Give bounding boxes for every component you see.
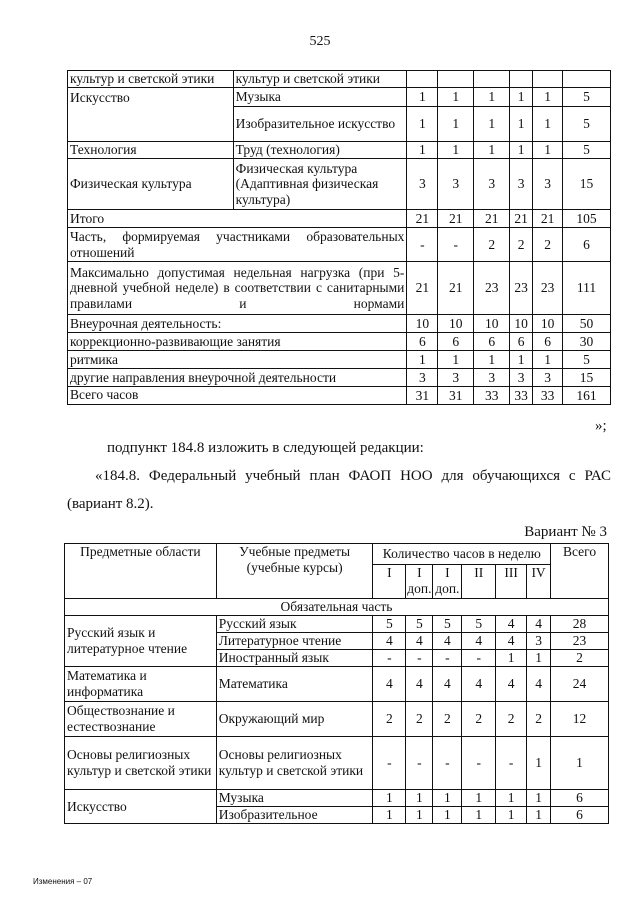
total-cell: 6 <box>563 228 611 262</box>
value-cell: 1 <box>474 88 510 107</box>
value-cell: 6 <box>533 333 563 351</box>
table-row <box>68 88 611 107</box>
value-cell: - <box>496 737 527 790</box>
subject-cell: Русский язык <box>216 616 373 633</box>
summary-label: Всего часов <box>68 387 407 405</box>
closing-mark: »; <box>595 418 607 434</box>
value-cell: 4 <box>462 633 496 650</box>
value-cell: 1 <box>510 142 533 159</box>
area-cell: Математика и информатика <box>65 667 217 702</box>
value-cell: 1 <box>496 807 527 824</box>
value-cell: 1 <box>438 88 474 107</box>
total-cell: 5 <box>563 107 611 142</box>
value-cell: 6 <box>407 333 438 351</box>
value-cell: 1 <box>407 88 438 107</box>
grade-header: I доп. <box>433 565 462 599</box>
value-cell: 21 <box>438 262 474 315</box>
table-row <box>68 351 611 369</box>
value-cell: 10 <box>533 315 563 333</box>
value-cell: 6 <box>510 333 533 351</box>
value-cell <box>407 71 438 88</box>
value-cell: 1 <box>407 107 438 142</box>
area-cell: Обществознание и естествознание <box>65 702 217 737</box>
area-cell: Технология <box>68 142 234 159</box>
value-cell: - <box>433 650 462 667</box>
area-cell: культур и светской этики <box>68 71 234 88</box>
value-cell: 31 <box>438 387 474 405</box>
value-cell: 1 <box>373 790 406 807</box>
subject-cell: Изобразительное искусство <box>233 107 407 142</box>
value-cell: 2 <box>527 702 551 737</box>
summary-label: Итого <box>68 210 407 228</box>
value-cell: 1 <box>438 107 474 142</box>
header-subjects: Учебные предметы (учебные курсы) <box>216 544 373 599</box>
value-cell: 21 <box>438 210 474 228</box>
table-row <box>68 369 611 387</box>
variant-label: Вариант № 3 <box>524 524 607 540</box>
footer-note: Изменения – 07 <box>33 877 93 886</box>
value-cell: - <box>406 737 433 790</box>
value-cell: 1 <box>438 142 474 159</box>
summary-label: другие направления внеурочной деятельности <box>68 369 407 387</box>
table-row <box>68 159 611 210</box>
subject-cell: Физическая культура (Адаптивная физическая культура) <box>233 159 407 210</box>
area-cell: Искусство <box>68 88 234 142</box>
subject-cell: Литературное чтение <box>216 633 373 650</box>
total-cell: 161 <box>563 387 611 405</box>
value-cell: - <box>462 650 496 667</box>
value-cell: 1 <box>527 807 551 824</box>
value-cell: 3 <box>438 369 474 387</box>
value-cell: 21 <box>407 262 438 315</box>
value-cell: 3 <box>407 159 438 210</box>
total-cell: 5 <box>563 351 611 369</box>
value-cell: 1 <box>462 790 496 807</box>
value-cell: 1 <box>433 790 462 807</box>
value-cell: 23 <box>474 262 510 315</box>
area-cell: Физическая культура <box>68 159 234 210</box>
value-cell: 4 <box>496 667 527 702</box>
value-cell: 10 <box>438 315 474 333</box>
value-cell: 4 <box>373 633 406 650</box>
value-cell: 1 <box>462 807 496 824</box>
value-cell: 3 <box>407 369 438 387</box>
value-cell: 4 <box>527 616 551 633</box>
value-cell: 10 <box>510 315 533 333</box>
table-row <box>68 142 611 159</box>
value-cell: 1 <box>406 807 433 824</box>
value-cell: 1 <box>496 650 527 667</box>
grade-header: IV <box>527 565 551 599</box>
value-cell: 3 <box>438 159 474 210</box>
value-cell: 1 <box>527 790 551 807</box>
table-row <box>68 71 611 88</box>
table-header-row <box>65 544 609 565</box>
value-cell: 1 <box>474 351 510 369</box>
area-cell: Русский язык и литературное чтение <box>65 616 217 667</box>
value-cell: 33 <box>533 387 563 405</box>
value-cell: 2 <box>510 228 533 262</box>
value-cell: 4 <box>433 633 462 650</box>
value-cell: 3 <box>510 159 533 210</box>
value-cell: 1 <box>510 351 533 369</box>
table-row <box>68 228 611 262</box>
value-cell: 1 <box>474 107 510 142</box>
table-row <box>68 210 611 228</box>
value-cell: 5 <box>462 616 496 633</box>
area-cell: Основы религиозных культур и светской этики <box>65 737 217 790</box>
value-cell: 4 <box>433 667 462 702</box>
value-cell: 1 <box>433 807 462 824</box>
total-cell: 6 <box>551 807 609 824</box>
total-cell: 23 <box>551 633 609 650</box>
value-cell: 3 <box>474 159 510 210</box>
value-cell: 4 <box>406 633 433 650</box>
area-cell: Искусство <box>65 790 217 824</box>
table-row <box>65 667 609 702</box>
grade-header: I доп. <box>406 565 433 599</box>
value-cell: 4 <box>373 667 406 702</box>
value-cell: 3 <box>510 369 533 387</box>
value-cell: 2 <box>373 702 406 737</box>
total-cell: 5 <box>563 142 611 159</box>
curriculum-table-continued <box>67 70 611 405</box>
subject-cell: Музыка <box>233 88 407 107</box>
value-cell: - <box>406 650 433 667</box>
value-cell: 2 <box>474 228 510 262</box>
subject-cell: Труд (технология) <box>233 142 407 159</box>
subject-cell: Основы религиозных культур и светской этики <box>216 737 373 790</box>
paragraph: «184.8. Федеральный учебный план ФАОП НОО для обучающихся с РАС <box>95 468 611 484</box>
total-cell: 12 <box>551 702 609 737</box>
summary-label: коррекционно-развивающие занятия <box>68 333 407 351</box>
value-cell: 2 <box>433 702 462 737</box>
value-cell: 1 <box>533 88 563 107</box>
value-cell: 1 <box>527 737 551 790</box>
table-row <box>68 333 611 351</box>
total-cell: 6 <box>551 790 609 807</box>
total-cell <box>563 71 611 88</box>
value-cell: - <box>462 737 496 790</box>
value-cell: 4 <box>496 616 527 633</box>
value-cell: 23 <box>533 262 563 315</box>
table-row <box>65 737 609 790</box>
value-cell: 4 <box>406 667 433 702</box>
value-cell: 21 <box>474 210 510 228</box>
value-cell: 5 <box>406 616 433 633</box>
value-cell: - <box>407 228 438 262</box>
total-cell: 30 <box>563 333 611 351</box>
value-cell <box>510 71 533 88</box>
value-cell: 1 <box>510 88 533 107</box>
value-cell: 10 <box>474 315 510 333</box>
table-row <box>68 387 611 405</box>
table-row <box>65 790 609 807</box>
header-hours: Количество часов в неделю <box>373 544 551 565</box>
value-cell: - <box>373 650 406 667</box>
value-cell <box>533 71 563 88</box>
summary-label: ритмика <box>68 351 407 369</box>
grade-header: I <box>373 565 406 599</box>
summary-label: Внеурочная деятельность: <box>68 315 407 333</box>
header-areas: Предметные области <box>65 544 217 599</box>
subject-cell: культур и светской этики <box>233 71 407 88</box>
total-cell: 105 <box>563 210 611 228</box>
value-cell: 6 <box>438 333 474 351</box>
table-row <box>65 616 609 633</box>
subject-cell: Музыка <box>216 790 373 807</box>
value-cell: 21 <box>533 210 563 228</box>
total-cell: 111 <box>563 262 611 315</box>
section-mandatory: Обязательная часть <box>65 599 609 616</box>
total-cell: 2 <box>551 650 609 667</box>
subject-cell: Иностранный язык <box>216 650 373 667</box>
value-cell: 1 <box>373 807 406 824</box>
value-cell: 33 <box>510 387 533 405</box>
subject-cell: Математика <box>216 667 373 702</box>
page-number: 525 <box>309 34 331 49</box>
value-cell: 1 <box>533 351 563 369</box>
value-cell: 1 <box>474 142 510 159</box>
value-cell: 1 <box>407 142 438 159</box>
value-cell: 1 <box>496 790 527 807</box>
total-cell: 15 <box>563 369 611 387</box>
value-cell: 4 <box>462 667 496 702</box>
paragraph: подпункт 184.8 изложить в следующей редакции: <box>107 440 424 456</box>
value-cell: - <box>433 737 462 790</box>
value-cell: 2 <box>496 702 527 737</box>
value-cell: 3 <box>527 633 551 650</box>
subject-cell: Изобразительное <box>216 807 373 824</box>
value-cell: 2 <box>533 228 563 262</box>
value-cell: 1 <box>510 107 533 142</box>
value-cell: 21 <box>407 210 438 228</box>
value-cell: 5 <box>433 616 462 633</box>
value-cell: 1 <box>533 107 563 142</box>
value-cell <box>474 71 510 88</box>
subject-cell: Окружающий мир <box>216 702 373 737</box>
value-cell: 5 <box>373 616 406 633</box>
total-cell: 5 <box>563 88 611 107</box>
grade-header: III <box>496 565 527 599</box>
table-row <box>65 702 609 737</box>
value-cell: 1 <box>407 351 438 369</box>
value-cell: 4 <box>496 633 527 650</box>
total-cell: 24 <box>551 667 609 702</box>
value-cell: 3 <box>474 369 510 387</box>
value-cell: - <box>373 737 406 790</box>
value-cell: 21 <box>510 210 533 228</box>
section-row <box>65 599 609 616</box>
header-total: Всего <box>551 544 609 599</box>
summary-label: Максимально допустимая недельная нагрузка (при 5-дневной учебной неделе) в соответствии с санитарными правилами и нормами <box>68 262 407 315</box>
value-cell: 23 <box>510 262 533 315</box>
value-cell: 2 <box>462 702 496 737</box>
value-cell: 2 <box>406 702 433 737</box>
value-cell: 3 <box>533 159 563 210</box>
value-cell: 1 <box>527 650 551 667</box>
value-cell: 10 <box>407 315 438 333</box>
table-row <box>68 315 611 333</box>
value-cell <box>438 71 474 88</box>
value-cell: 3 <box>533 369 563 387</box>
total-cell: 15 <box>563 159 611 210</box>
value-cell: 1 <box>406 790 433 807</box>
value-cell: - <box>438 228 474 262</box>
total-cell: 50 <box>563 315 611 333</box>
curriculum-table <box>64 543 609 824</box>
value-cell: 6 <box>474 333 510 351</box>
summary-label: Часть, формируемая участниками образовательных отношений <box>68 228 407 262</box>
value-cell: 31 <box>407 387 438 405</box>
value-cell: 1 <box>533 142 563 159</box>
value-cell: 33 <box>474 387 510 405</box>
grade-header: II <box>462 565 496 599</box>
value-cell: 1 <box>438 351 474 369</box>
total-cell: 28 <box>551 616 609 633</box>
total-cell: 1 <box>551 737 609 790</box>
table-row <box>68 262 611 315</box>
value-cell: 4 <box>527 667 551 702</box>
paragraph: (вариант 8.2). <box>67 496 154 512</box>
